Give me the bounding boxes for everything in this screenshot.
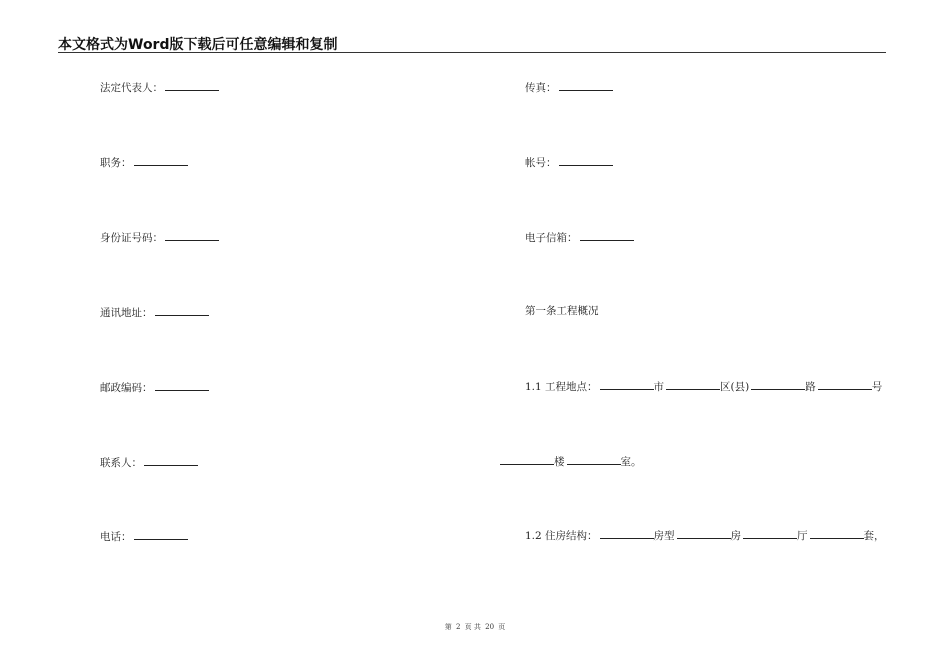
unit-district: 区(县) <box>720 381 750 393</box>
footer-pre: 第 <box>444 623 452 631</box>
field-label: 联系人： <box>100 457 142 469</box>
page-footer <box>0 622 950 632</box>
fill-blank[interactable] <box>751 379 805 390</box>
header-rule <box>58 52 886 53</box>
field-label: 1.2 住房结构： <box>525 530 598 542</box>
field-email <box>525 230 634 245</box>
field-label: 邮政编码： <box>100 382 153 394</box>
unit-rooms: 房 <box>730 530 742 542</box>
fill-blank[interactable] <box>810 528 864 539</box>
field-label: 1.1 工程地点： <box>525 381 598 393</box>
fill-blank[interactable] <box>600 528 654 539</box>
field-fax <box>525 80 613 95</box>
fill-blank[interactable] <box>165 80 219 91</box>
field-label: 帐号： <box>525 157 557 169</box>
fill-blank[interactable] <box>559 80 613 91</box>
fill-blank[interactable] <box>567 454 621 465</box>
fill-blank[interactable] <box>134 155 188 166</box>
field-id-number <box>100 230 219 245</box>
unit-type: 房型 <box>653 530 675 542</box>
field-phone <box>100 529 188 544</box>
fill-blank[interactable] <box>165 230 219 241</box>
field-account <box>525 155 613 170</box>
field-housing-structure <box>525 528 885 543</box>
fill-blank[interactable] <box>677 528 731 539</box>
fill-blank[interactable] <box>155 380 209 391</box>
unit-number: 号 <box>871 381 883 393</box>
current-page-number: 2 <box>455 623 461 631</box>
fill-blank[interactable] <box>580 230 634 241</box>
field-postal-code <box>100 380 209 395</box>
section-title: 第一条工程概况 <box>525 305 599 317</box>
total-page-count: 20 <box>485 623 495 631</box>
unit-road: 路 <box>805 381 816 393</box>
footer-post: 页 <box>498 623 506 631</box>
unit-sets: 套， <box>863 530 885 542</box>
field-project-location <box>525 379 882 394</box>
fill-blank[interactable] <box>500 454 554 465</box>
field-legal-representative <box>100 80 219 95</box>
fill-blank[interactable] <box>600 379 654 390</box>
field-label: 职务： <box>100 157 132 169</box>
unit-halls: 厅 <box>797 530 808 542</box>
field-label: 电子信箱： <box>525 232 578 244</box>
field-label: 通讯地址： <box>100 307 153 319</box>
field-label: 身份证号码： <box>100 232 163 244</box>
fill-blank[interactable] <box>743 528 797 539</box>
footer-mid: 页 共 <box>464 623 481 631</box>
unit-building: 楼 <box>554 456 565 468</box>
field-label: 电话： <box>100 531 132 543</box>
fill-blank[interactable] <box>666 379 720 390</box>
unit-city: 市 <box>653 381 665 393</box>
field-mailing-address <box>100 305 209 320</box>
field-contact-person <box>100 455 198 470</box>
fill-blank[interactable] <box>144 455 198 466</box>
field-label: 法定代表人： <box>100 82 163 94</box>
fill-blank[interactable] <box>818 379 872 390</box>
fill-blank[interactable] <box>155 305 209 316</box>
unit-room: 室。 <box>620 456 642 468</box>
fill-blank[interactable] <box>134 529 188 540</box>
field-project-location-cont <box>500 454 642 469</box>
document-header-title: 本文格式为Word版下载后可任意编辑和复制 <box>58 37 338 53</box>
field-label: 传真： <box>525 82 557 94</box>
fill-blank[interactable] <box>559 155 613 166</box>
field-position <box>100 155 188 170</box>
